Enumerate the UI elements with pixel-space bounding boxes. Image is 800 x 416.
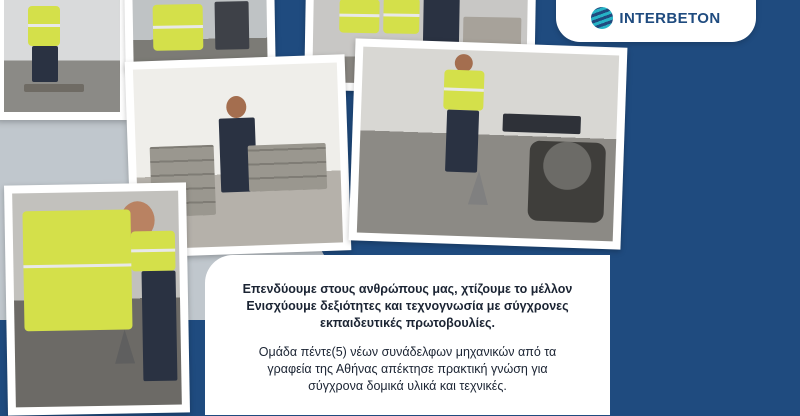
worker-jacket xyxy=(423,0,460,47)
worker-vest xyxy=(339,0,380,33)
concrete-mixer xyxy=(527,140,606,223)
slump-cone xyxy=(115,329,136,363)
body-line: Ομάδα πέντε(5) νέων συνάδελφων μηχανικών από τα xyxy=(258,345,557,359)
headline-line: Ενισχύουμε δεξιότητες και τεχνογνωσία με σύγχρονες xyxy=(246,299,569,313)
concrete-cubes xyxy=(248,143,328,192)
company-logo xyxy=(556,0,756,42)
worker-pants xyxy=(32,46,58,82)
photo-slump-test xyxy=(349,38,628,249)
logo-text: INTERBETON xyxy=(619,9,721,27)
equipment xyxy=(215,1,250,50)
body-line: γραφεία της Αθήνας απέκτησε πρακτική γνώση για xyxy=(267,362,548,376)
worker-vest xyxy=(28,6,60,46)
photo-scene xyxy=(4,0,120,112)
slump-cone xyxy=(468,170,489,205)
headline-line: Επενδύουμε στους ανθρώπους μας, χτίζουμε το μέλλον xyxy=(242,282,573,296)
worker-pants xyxy=(142,271,178,382)
photo-scene xyxy=(357,47,619,242)
worker-vest xyxy=(131,231,176,272)
photo-worker-floor xyxy=(0,0,128,120)
photo-worker-slump-cone xyxy=(4,182,190,415)
text-card xyxy=(205,255,610,415)
worker-vest xyxy=(153,4,204,51)
work-table xyxy=(502,114,581,135)
worker-vest xyxy=(383,0,420,34)
body-text xyxy=(223,344,592,395)
worker-pants xyxy=(445,110,479,173)
interbeton-globe-icon xyxy=(591,7,613,29)
person-head xyxy=(226,96,247,119)
photo-scene xyxy=(12,191,182,408)
floor-slab xyxy=(24,84,84,92)
worker-vest xyxy=(22,209,132,331)
headline xyxy=(223,281,592,332)
headline-line: εκπαιδευτικές πρωτοβουλίες. xyxy=(320,316,495,330)
body-line: σύγχρονα δομικά υλικά και τεχνικές. xyxy=(308,379,507,393)
photo-scene xyxy=(132,0,267,63)
worker-vest xyxy=(443,69,484,110)
